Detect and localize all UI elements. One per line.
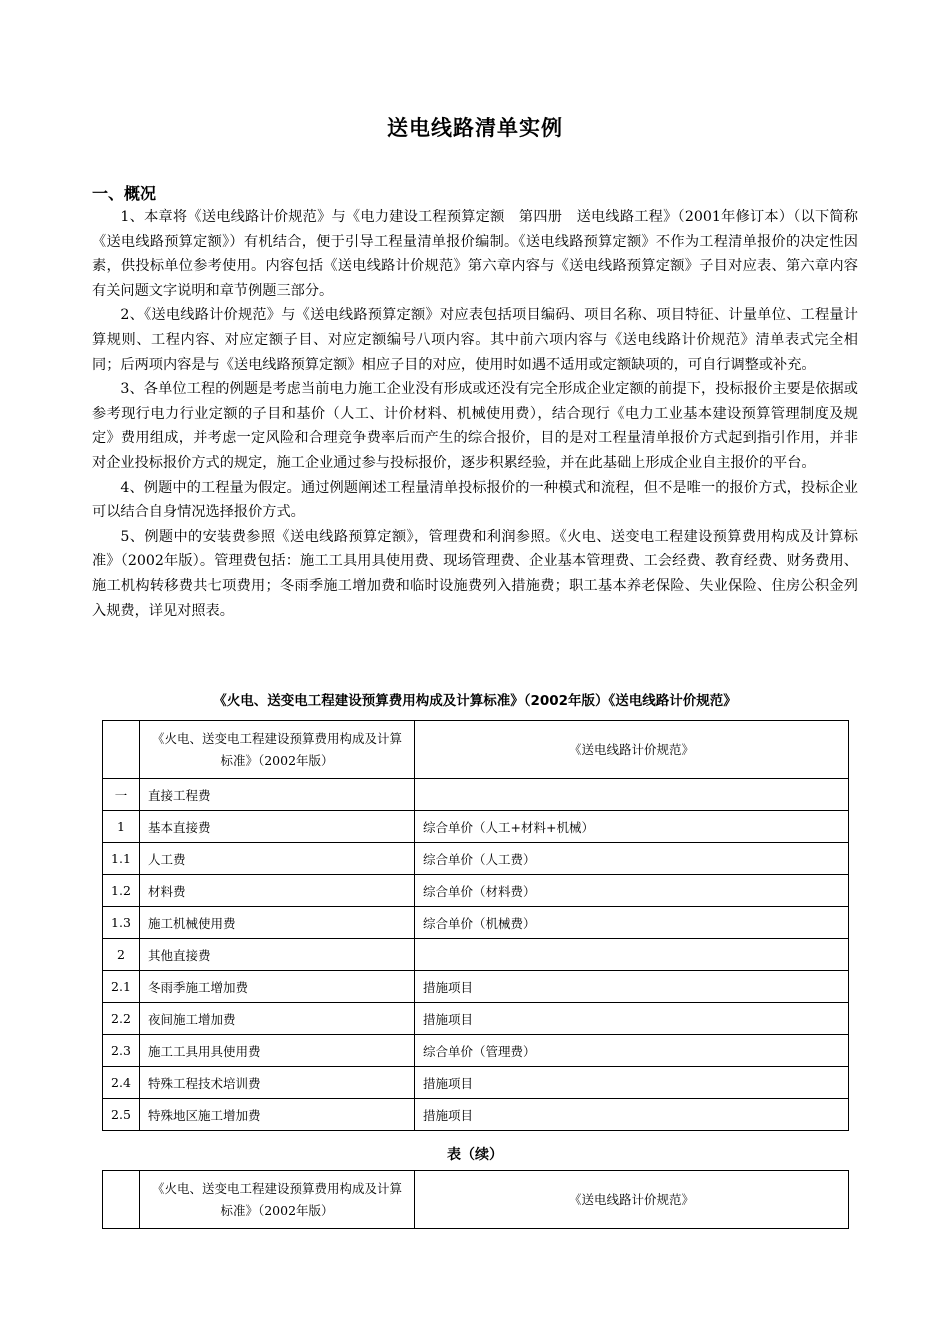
section-heading: 一、概况 xyxy=(92,184,157,203)
paragraph-2: 2、《送电线路计价规范》与《送电线路预算定额》对应表包括项目编码、项目名称、项目特征、计量单位、工程量计算规则、工程内容、对应定额子目、对应定额编号八项内容。其中前六项内容与《送电线路计价规范》清单表式完全相同；后两项内容是与《送电线路预算定额》相应子目的对应，使用时如遇不适用或定额缺项的，可自行调整或补充。 xyxy=(92,307,858,373)
header-cell-standard: 《火电、送变电工程建设预算费用构成及计算标准》（2002年版） xyxy=(140,1171,415,1229)
row-number: 2 xyxy=(103,939,140,971)
table-header-row xyxy=(103,721,849,779)
table-row xyxy=(103,971,849,1003)
table-row xyxy=(103,875,849,907)
table-row xyxy=(103,907,849,939)
row-cost-item: 特殊地区施工增加费 xyxy=(140,1099,415,1131)
row-number: 2.5 xyxy=(103,1099,140,1131)
row-spec-item: 综合单价（人工+材料+机械） xyxy=(415,811,849,843)
table-row xyxy=(103,843,849,875)
row-cost-item: 特殊工程技术培训费 xyxy=(140,1067,415,1099)
header-cell-no xyxy=(103,721,140,779)
row-cost-item: 基本直接费 xyxy=(140,811,415,843)
row-number: 1.3 xyxy=(103,907,140,939)
row-spec-item: 措施项目 xyxy=(415,1099,849,1131)
body-text xyxy=(92,205,858,623)
row-spec-item: 措施项目 xyxy=(415,971,849,1003)
header-cell-spec: 《送电线路计价规范》 xyxy=(415,721,849,779)
table-row xyxy=(103,1067,849,1099)
header-cell-spec: 《送电线路计价规范》 xyxy=(415,1171,849,1229)
row-spec-item: 综合单价（材料费） xyxy=(415,875,849,907)
header-cell-standard: 《火电、送变电工程建设预算费用构成及计算标准》（2002年版） xyxy=(140,721,415,779)
row-spec-item xyxy=(415,779,849,811)
row-spec-item: 措施项目 xyxy=(415,1067,849,1099)
row-number: 2.4 xyxy=(103,1067,140,1099)
row-number: 2.1 xyxy=(103,971,140,1003)
row-cost-item: 施工机械使用费 xyxy=(140,907,415,939)
row-number: 一 xyxy=(103,779,140,811)
row-cost-item: 人工费 xyxy=(140,843,415,875)
row-spec-item: 措施项目 xyxy=(415,1003,849,1035)
row-cost-item: 其他直接费 xyxy=(140,939,415,971)
table-row xyxy=(103,779,849,811)
table-row xyxy=(103,811,849,843)
table-row xyxy=(103,1035,849,1067)
paragraph-5: 5、例题中的安装费参照《送电线路预算定额》，管理费和利润参照。《火电、送变电工程建设预算费用构成及计算标准》（2002年版）。管理费包括：施工工具用具使用费、现场管理费、企业基本管理费、工会经费、教育经费、财务费用、施工机构转移费共七项费用；冬雨季施工增加费和临时设施费列入措施费；职工基本养老保险、失业保险、住房公积金列入规费，详见对照表。 xyxy=(92,528,858,619)
row-number: 1.1 xyxy=(103,843,140,875)
continued-caption: 表（续） xyxy=(447,1147,503,1163)
cost-comparison-table xyxy=(102,720,849,1131)
row-spec-item: 综合单价（管理费） xyxy=(415,1035,849,1067)
page-title: 送电线路清单实例 xyxy=(387,116,563,140)
header-cell-no xyxy=(103,1171,140,1229)
table-row xyxy=(103,1003,849,1035)
table-row xyxy=(103,939,849,971)
row-spec-item: 综合单价（人工费） xyxy=(415,843,849,875)
row-cost-item: 直接工程费 xyxy=(140,779,415,811)
row-cost-item: 夜间施工增加费 xyxy=(140,1003,415,1035)
table-header-row xyxy=(103,1171,849,1229)
row-number: 1.2 xyxy=(103,875,140,907)
row-cost-item: 施工工具用具使用费 xyxy=(140,1035,415,1067)
paragraph-4: 4、例题中的工程量为假定。通过例题阐述工程量清单投标报价的一种模式和流程，但不是唯一的报价方式，投标企业可以结合自身情况选择报价方式。 xyxy=(92,479,858,521)
row-spec-item: 综合单价（机械费） xyxy=(415,907,849,939)
row-cost-item: 材料费 xyxy=(140,875,415,907)
row-cost-item: 冬雨季施工增加费 xyxy=(140,971,415,1003)
paragraph-1: 1、本章将《送电线路计价规范》与《电力建设工程预算定额 第四册 送电线路工程》（2001年修订本）（以下简称《送电线路预算定额》）有机结合，便于引导工程量清单报价编制。《送电线路预算定额》不作为工程清单报价的决定性因素，供投标单位参考使用。内容包括《送电线路计价规范》第六章内容与《送电线路预算定额》子目对应表、第六章内容有关问题文字说明和章节例题三部分。 xyxy=(92,209,858,299)
row-number: 2.3 xyxy=(103,1035,140,1067)
cost-comparison-table-continued xyxy=(102,1170,849,1229)
table-caption: 《火电、送变电工程建设预算费用构成及计算标准》（2002年版）《送电线路计价规范》 xyxy=(213,693,737,709)
row-number: 1 xyxy=(103,811,140,843)
paragraph-3: 3、各单位工程的例题是考虑当前电力施工企业没有形成或还没有完全形成企业定额的前提下，投标报价主要是依据或参考现行电力行业定额的子目和基价（人工、计价材料、机械使用费），结合现行《电力工业基本建设预算管理制度及规定》费用组成，并考虑一定风险和合理竞争费率后而产生的综合报价，目的是对工程量清单报价方式起到指引作用，并非对企业投标报价方式的规定，施工企业通过参与投标报价，逐步积累经验，并在此基础上形成企业自主报价的平台。 xyxy=(92,381,858,471)
table-row xyxy=(103,1099,849,1131)
row-spec-item xyxy=(415,939,849,971)
row-number: 2.2 xyxy=(103,1003,140,1035)
